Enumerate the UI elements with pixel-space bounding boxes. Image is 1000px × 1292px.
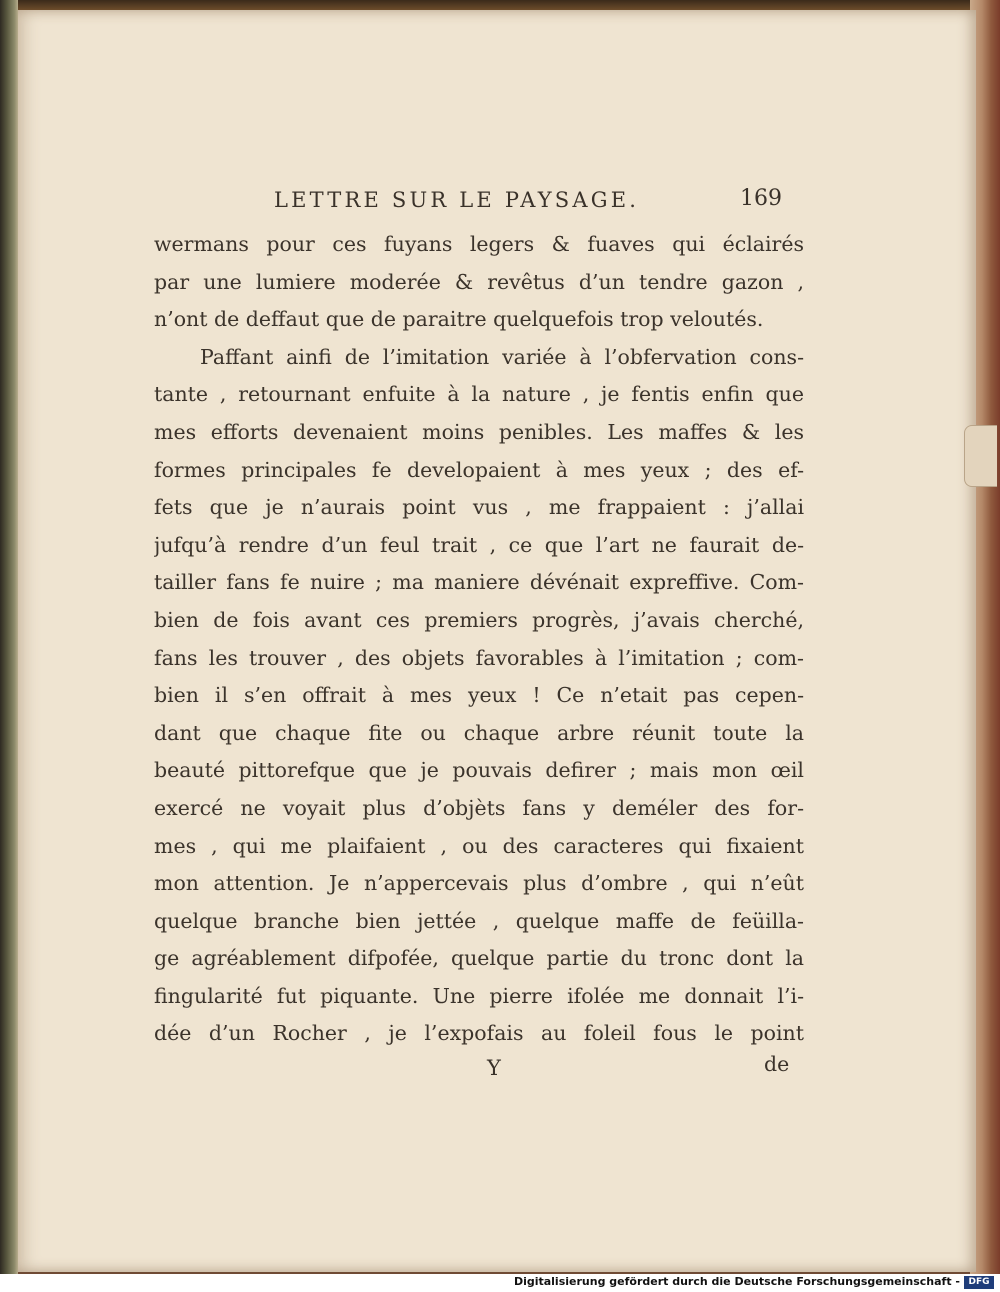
text-line: beauté pittorefque que je pouvais defirer ; mais mon œil [154, 758, 804, 783]
text-line: mes efforts devenaient moins penibles. Les maffes & les [154, 419, 804, 444]
dfg-logo-icon: DFG [964, 1276, 994, 1289]
text-line: tante , retournant enfuite à la nature , je fentis enfin que [154, 382, 804, 407]
text-line: mes , qui me plaifaient , ou des caracteres qui fixaient [154, 833, 804, 858]
digitization-footer [0, 1274, 1000, 1292]
text-line: mon attention. Je n’appercevais plus d’ombre , qui n’eût [154, 871, 804, 896]
text-line: ge agréablement difpofée, quelque partie du tronc dont la [154, 946, 804, 971]
text-line: tailler fans fe nuire ; ma maniere dévénait expreffive. Com- [154, 570, 804, 595]
page-fold-tab [964, 425, 997, 487]
text-line: fingularité fut piquante. Une pierre ifolée me donnait l’i- [154, 983, 804, 1008]
text-line: quelque branche bien jettée , quelque maffe de feüilla- [154, 908, 804, 933]
text-line: dant que chaque fite ou chaque arbre réunit toute la [154, 720, 804, 745]
book-spine-edge [0, 0, 18, 1274]
text-line: n’ont de deffaut que de paraitre quelquefois trop veloutés. [154, 307, 764, 332]
book-page [18, 10, 976, 1272]
text-line: jufqu’à rendre d’un feul trait , ce que l’art ne faurait de- [154, 532, 804, 557]
text-line: exercé ne voyait plus d’objèts fans y deméler des for- [154, 795, 804, 820]
text-line: dée d’un Rocher , je l’expofais au foleil fous le point [154, 1021, 804, 1046]
text-line: bien de fois avant ces premiers progrès, j’avais cherché, [154, 607, 804, 632]
text-line: formes principales fe developaient à mes yeux ; des ef- [154, 457, 804, 482]
text-line: fans les trouver , des objets favorables à l’imitation ; com- [154, 645, 804, 670]
text-line: wermans pour ces fuyans legers & fuaves qui éclairés [154, 232, 804, 256]
text-line: bien il s’en offrait à mes yeux ! Ce n’etait pas cepen- [154, 683, 804, 708]
text-line: Paffant ainfi de l’imitation variée à l’obfervation cons- [200, 344, 804, 369]
text-line: fets que je n’aurais point vus , me frappaient : j’allai [154, 495, 804, 520]
catchword: de [764, 1052, 790, 1076]
body-text [154, 226, 804, 1053]
text-line: par une lumiere moderée & revêtus d’un tendre gazon , [154, 269, 804, 294]
page-number: 169 [740, 186, 782, 211]
running-head [18, 188, 976, 218]
footer-credit: Digitalisierung gefördert durch die Deutsche Forschungsgemeinschaft - [513, 1275, 960, 1288]
signature-mark: Y [487, 1056, 501, 1080]
running-title: LETTRE SUR LE PAYSAGE. [274, 188, 640, 212]
